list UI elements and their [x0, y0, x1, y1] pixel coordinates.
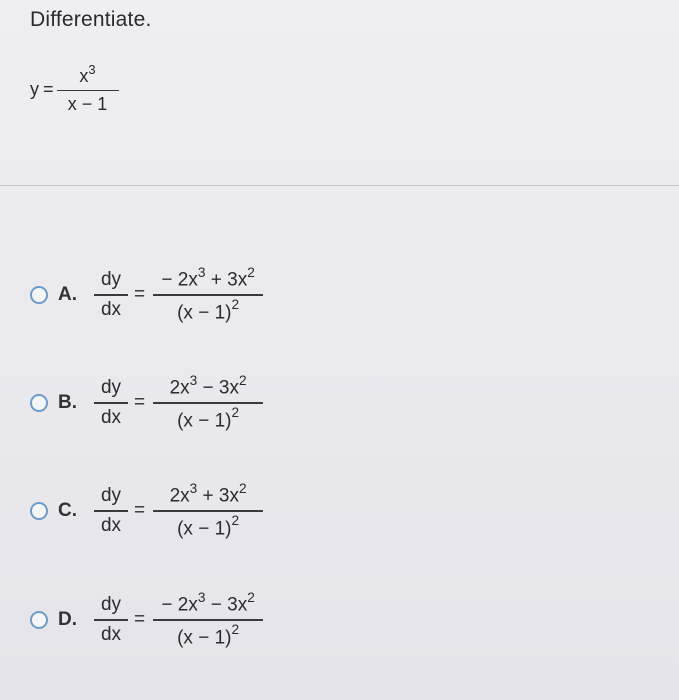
option-c[interactable] [30, 466, 590, 556]
option-expression [96, 591, 263, 649]
term-1-exponent: 3 [189, 480, 198, 496]
term-1-exponent: 3 [189, 372, 198, 388]
radio-button-c[interactable] [30, 502, 48, 520]
derivative-numerator: dy [100, 269, 122, 291]
derivative-denominator: dx [100, 298, 122, 320]
option-expression [96, 266, 263, 324]
denominator-base: (x − 1) [177, 410, 232, 432]
result-numerator [166, 374, 251, 399]
derivative-numerator: dy [100, 485, 122, 507]
stem-fraction-bar [57, 90, 119, 91]
result-numerator [157, 266, 258, 291]
stem-lhs: y [30, 78, 39, 99]
result-denominator [177, 624, 239, 649]
option-letter: D. [58, 609, 77, 630]
fraction-bar [94, 294, 128, 295]
fraction-bar [94, 619, 128, 620]
option-d[interactable] [30, 575, 590, 665]
equals-sign: = [134, 608, 146, 630]
derivative-numerator: dy [100, 377, 122, 399]
fraction-bar [153, 294, 263, 295]
fraction-bar [153, 619, 263, 620]
derivative-fraction [96, 269, 126, 320]
term-2: − 3x [205, 594, 248, 616]
term-2: − 3x [197, 377, 240, 399]
term-1-exponent: 3 [197, 264, 206, 280]
question-title: Differentiate. [30, 8, 152, 31]
equals-sign: = [134, 283, 146, 305]
term-2: + 3x [197, 485, 240, 507]
derivative-denominator: dx [100, 623, 122, 645]
denominator-base: (x − 1) [177, 302, 232, 324]
derivative-fraction [96, 377, 126, 428]
stem-equals: = [43, 78, 54, 99]
fraction-bar [94, 402, 128, 403]
result-fraction [153, 591, 263, 649]
equals-sign: = [134, 499, 146, 521]
option-b[interactable] [30, 358, 590, 448]
equals-sign: = [134, 391, 146, 413]
result-denominator [177, 515, 239, 540]
option-expression [96, 374, 263, 432]
term-2-exponent: 2 [247, 264, 255, 280]
derivative-fraction [96, 485, 126, 536]
term-2: + 3x [205, 269, 248, 291]
denominator-base: (x − 1) [177, 518, 232, 540]
term-1-exponent: 3 [197, 589, 206, 605]
term-2-exponent: 2 [247, 589, 255, 605]
stem-numerator-exponent: 3 [88, 61, 96, 77]
derivative-numerator: dy [100, 594, 122, 616]
denominator-exponent: 2 [231, 405, 240, 421]
result-numerator [166, 482, 251, 507]
radio-button-d[interactable] [30, 611, 48, 629]
denominator-exponent: 2 [231, 513, 240, 529]
stem-fraction [60, 61, 116, 115]
denominator-exponent: 2 [231, 297, 240, 313]
term-1: − 2x [161, 594, 198, 616]
question-stem [30, 61, 116, 115]
option-letter: B. [58, 392, 77, 413]
result-fraction [153, 374, 263, 432]
term-1: 2x [169, 485, 190, 507]
option-a[interactable] [30, 250, 590, 340]
option-letter: C. [58, 500, 77, 521]
radio-button-b[interactable] [30, 394, 48, 412]
derivative-denominator: dx [100, 406, 122, 428]
fraction-bar [94, 510, 128, 511]
result-denominator [177, 299, 239, 324]
denominator-exponent: 2 [231, 622, 240, 638]
result-fraction [153, 482, 263, 540]
radio-button-a[interactable] [30, 286, 48, 304]
stem-denominator: x − 1 [67, 94, 108, 115]
term-2-exponent: 2 [239, 480, 247, 496]
result-denominator [177, 407, 239, 432]
fraction-bar [153, 402, 263, 403]
derivative-fraction [96, 594, 126, 645]
fraction-bar [153, 510, 263, 511]
section-divider [0, 185, 679, 186]
term-1: − 2x [161, 269, 198, 291]
result-numerator [157, 591, 258, 616]
stem-numerator [79, 61, 96, 87]
stem-numerator-base: x [79, 66, 89, 86]
option-letter: A. [58, 284, 77, 305]
result-fraction [153, 266, 263, 324]
option-expression [96, 482, 263, 540]
derivative-denominator: dx [100, 514, 122, 536]
denominator-base: (x − 1) [177, 627, 232, 649]
term-1: 2x [169, 377, 190, 399]
term-2-exponent: 2 [239, 372, 247, 388]
